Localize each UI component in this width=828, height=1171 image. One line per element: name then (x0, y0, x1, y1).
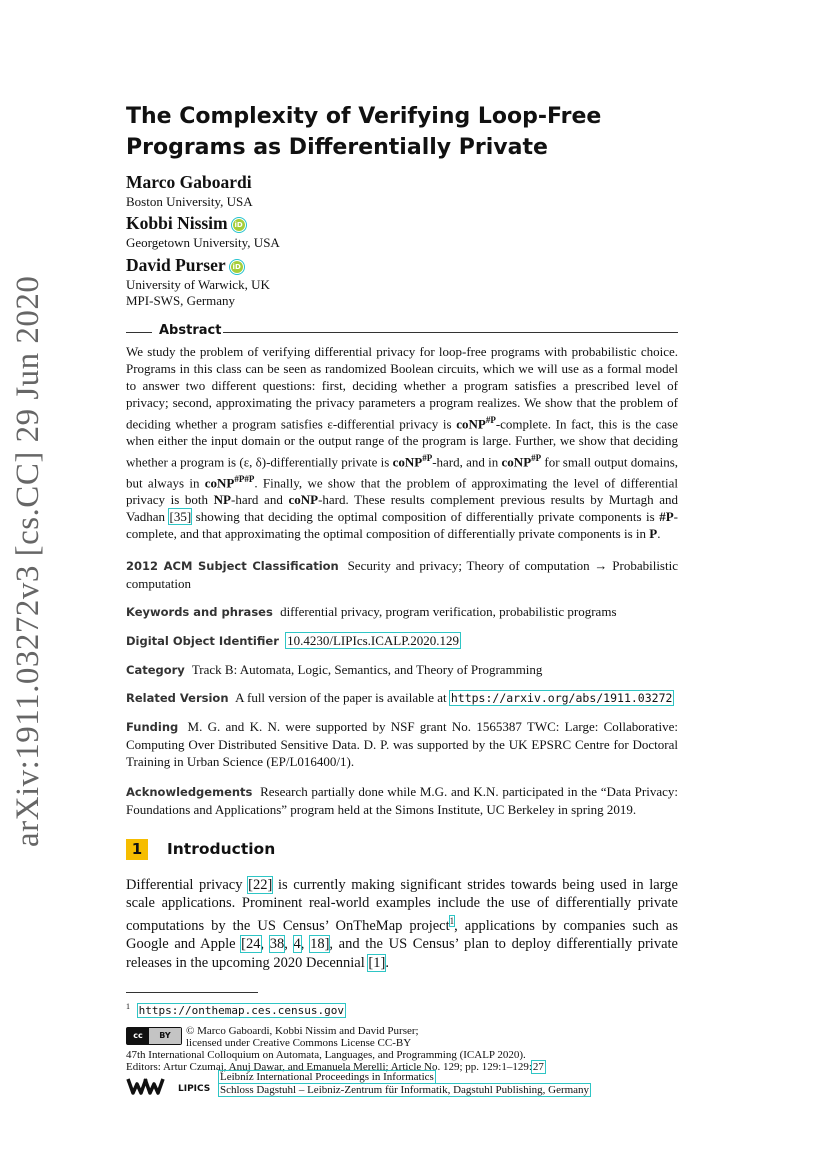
cc-by-badge[interactable] (126, 1027, 182, 1045)
cc-icon: cc (127, 1028, 149, 1044)
by-icon: BY (149, 1028, 181, 1044)
acm-classification: 2012 ACM Subject Classification Security and privacy; Theory of computation → Probabilistic computation (126, 558, 678, 591)
divider (223, 332, 678, 333)
citation-link[interactable]: 38 (269, 936, 285, 953)
arxiv-link[interactable]: https://arxiv.org/abs/1911.03272 (450, 691, 673, 705)
lipics-wordmark: LIPICS (178, 1084, 211, 1094)
orcid-icon[interactable]: iD (232, 263, 241, 271)
author-affiliation-3: University of Warwick, UK (126, 277, 270, 292)
author-affiliation-1: Boston University, USA (126, 194, 253, 209)
section-number: 1 (126, 839, 148, 860)
footnote-link[interactable]: 1 (449, 916, 455, 927)
author-name-3: David Purser iD (126, 255, 241, 275)
citation-link[interactable]: [35] (169, 509, 192, 525)
conference-info: 47th International Colloquium on Automata, Languages, and Programming (ICALP 2020). Editors: Artur Czumaj, Anuj Dawar, and Emanuela Merelli; Article No. 129; pp. 129:1–129:27 (126, 1049, 544, 1073)
author-affiliation-2: Georgetown University, USA (126, 235, 280, 250)
copyright-notice: © Marco Gaboardi, Kobbi Nissim and David Purser; licensed under Creative Commons License CC-BY (186, 1025, 419, 1049)
citation-link[interactable]: 18] (310, 936, 330, 953)
author-name-2: Kobbi Nissim iD (126, 213, 243, 233)
category: Category Track B: Automata, Logic, Semantics, and Theory of Programming (126, 662, 543, 677)
lipics-series-link[interactable]: Leibniz International Proceedings in Informatics (220, 1071, 434, 1083)
lipics-links (219, 1071, 590, 1097)
footnote-url[interactable]: https://onthemap.ces.census.gov (138, 1004, 344, 1017)
intro-paragraph: Differential privacy [22] is currently making significant strides towards being used in large scale applications. Prominent real-world examples include the use of differentially private computations by the US Census’ OnTheMap project$^1$, applications by companies such as Google and Apple [24, 38, 4, 18], and the US Census’ plan to deploy differentially private releases in the upcoming 2020 Decennial [1]. (126, 877, 679, 971)
footnote-divider (126, 992, 258, 993)
citation-link[interactable]: [24 (241, 936, 261, 953)
keywords: Keywords and phrases differential privacy, program verification, probabilistic programs (126, 604, 617, 619)
abstract-label: Abstract (159, 323, 222, 338)
footnote: $^1$ https://onthemap.ces.census.gov (126, 1002, 344, 1017)
funding: Funding M. G. and K. N. were supported by NSF grant No. 1565387 TWC: Large: Collaborative: Computing Over Distributed Sensitive Data. D. P. was supported by the UK EPSRC Centre for Doctoral Training in Urban Science (EP/L016400/1). (126, 719, 678, 769)
lipics-logo-icon (126, 1076, 216, 1096)
author-name-1: Marco Gaboardi (126, 172, 252, 192)
citation-link[interactable]: [1] (368, 954, 386, 971)
orcid-icon[interactable]: iD (234, 221, 243, 229)
page-count-link[interactable]: 27 (532, 1061, 544, 1073)
abstract-text: We study the problem of verifying differential privacy for loop-free programs with probabilistic choice. Programs in this class can be seen as randomized Boolean circuits, which we will use as a formal model to answer two different questions: first, deciding whether a program satisfies a prescribed level of privacy; second, approximating the privacy parameters a program realizes. We show that the problem of deciding whether a program satisfies ε-differential privacy is coNP$^{\#P}$-complete. In fact, this is the case when either the input domain or the output range of the program is large. Further, we show that deciding whether a program is (ε, δ)-differentially private is coNP$^{\#P}$-hard, and in coNP$^{\#P}$ for small output domains, but always in coNP$^{\#P\#P}$. Finally, we show that the problem of approximating the level of differential privacy is both NP-hard and coNP-hard. These results complement previous results by Murtagh and Vadhan [35] showing that deciding the optimal composition of differentially private components is #P-complete, and that approximating the optimal composition of differentially private components is in P. (126, 344, 679, 542)
divider (126, 332, 152, 333)
doi-link[interactable]: 10.4230/LIPIcs.ICALP.2020.129 (287, 633, 460, 648)
paper-title: The Complexity of Verifying Loop-Free Programs as Differentially Private (126, 104, 602, 160)
doi: Digital Object Identifier 10.4230/LIPIcs.ICALP.2020.129 (126, 633, 460, 648)
citation-link[interactable]: 4 (293, 936, 301, 953)
section-title: Introduction (167, 840, 276, 858)
abstract-heading (126, 323, 678, 341)
author-affiliation-3b: MPI-SWS, Germany (126, 293, 236, 308)
acknowledgements: Acknowledgements Research partially done while M.G. and K.N. participated in the “Data Privacy: Foundations and Applications” program held at the Simons Institute, UC Berkeley in spring 2019. (126, 784, 678, 817)
citation-link[interactable]: [22] (248, 877, 273, 893)
dagstuhl-link[interactable]: Schloss Dagstuhl – Leibniz-Zentrum für Informatik, Dagstuhl Publishing, Germany (220, 1084, 590, 1096)
related-version: Related Version A full version of the paper is available at https://arxiv.org/abs/1911.03272 (126, 690, 673, 705)
arxiv-stamp: arXiv:1911.03272v3 [cs.CC] 29 Jun 2020 (10, 275, 46, 847)
